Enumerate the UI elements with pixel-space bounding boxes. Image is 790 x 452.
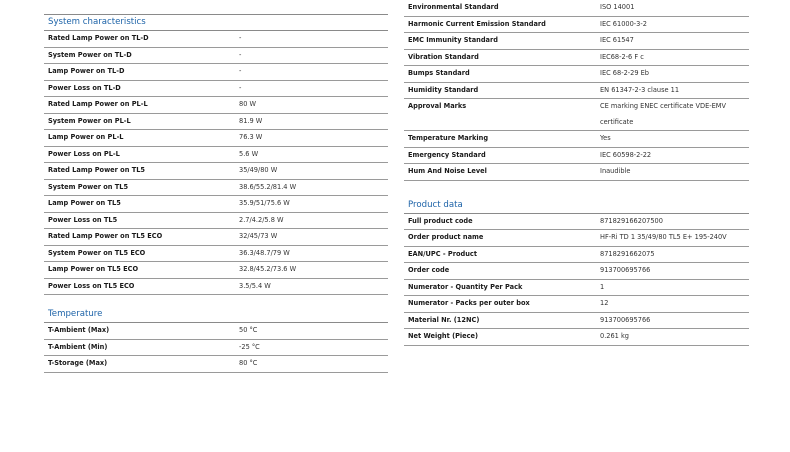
row-value: 76.3 W xyxy=(239,133,263,141)
row-value: 5.6 W xyxy=(239,149,259,158)
table-row xyxy=(44,196,388,213)
table-row xyxy=(404,33,749,50)
table-row xyxy=(404,0,749,17)
row-value: IEC68-2-6 F c xyxy=(600,52,644,61)
row-label: Full product code xyxy=(408,216,473,225)
row-value: Inaudible xyxy=(600,167,631,175)
table-row xyxy=(44,340,388,357)
row-label: Approval Marks xyxy=(408,102,467,110)
row-value: 0.261 kg xyxy=(600,332,629,340)
row-label: System Power on TL-D xyxy=(48,50,132,59)
table-row xyxy=(44,97,388,114)
row-label: T-Ambient (Min) xyxy=(48,342,108,351)
table-row xyxy=(44,31,388,48)
row-value: 35/49/80 W xyxy=(239,166,278,174)
table-row xyxy=(44,323,388,340)
row-label: Humidity Standard xyxy=(408,85,479,94)
table-row xyxy=(404,214,749,231)
product-data-table xyxy=(404,214,749,346)
table-row xyxy=(404,263,749,280)
row-label: Environmental Standard xyxy=(408,3,499,11)
row-value: 32/45/73 W xyxy=(239,232,278,240)
row-label: Rated Lamp Power on TL5 ECO xyxy=(48,232,163,240)
row-value: - xyxy=(239,50,242,59)
row-value: 2.7/4.2/5.8 W xyxy=(239,215,284,224)
row-label: Power Loss on TL5 xyxy=(48,215,118,224)
row-label: Lamp Power on TL5 xyxy=(48,199,121,207)
row-label: Material Nr. (12NC) xyxy=(408,315,480,324)
row-label: System Power on PL-L xyxy=(48,116,131,125)
row-label: Vibration Standard xyxy=(408,52,479,61)
row-label: EMC Immunity Standard xyxy=(408,36,498,44)
table-row xyxy=(44,81,388,98)
right-column xyxy=(404,0,749,346)
row-label: T-Storage (Max) xyxy=(48,359,108,367)
table-row xyxy=(404,99,749,131)
table-row xyxy=(404,17,749,34)
row-value: 871829166207500 xyxy=(600,216,663,225)
table-row xyxy=(404,164,749,181)
standards-table xyxy=(404,0,749,181)
table-row xyxy=(404,50,749,67)
row-value: 80 °C xyxy=(239,359,258,367)
table-row xyxy=(404,329,749,346)
row-label: Power Loss on TL-D xyxy=(48,83,121,92)
row-label: Net Weight (Piece) xyxy=(408,332,479,340)
table-row xyxy=(44,356,388,373)
row-value: - xyxy=(239,67,242,75)
row-value: CE marking ENEC certificate VDE-EMV certificate xyxy=(600,102,726,126)
section-title-temperature: Temperature xyxy=(44,307,388,323)
table-row xyxy=(44,229,388,246)
row-label: Numerator - Packs per outer box xyxy=(408,299,530,307)
row-value: 913700695766 xyxy=(600,266,651,274)
row-label: EAN/UPC - Product xyxy=(408,249,477,258)
row-value: 8718291662075 xyxy=(600,249,655,258)
row-label: Emergency Standard xyxy=(408,150,486,159)
section-title-product-data: Product data xyxy=(404,198,749,214)
table-row xyxy=(404,131,749,148)
table-row xyxy=(44,147,388,164)
row-value: ISO 14001 xyxy=(600,3,635,11)
table-row xyxy=(44,262,388,279)
row-value: 1 xyxy=(600,282,605,291)
row-value: 36.3/48.7/79 W xyxy=(239,248,290,257)
row-value: 80 W xyxy=(239,100,257,108)
row-label: System Power on TL5 ECO xyxy=(48,248,146,257)
section-gap xyxy=(44,295,388,307)
row-label: Rated Lamp Power on PL-L xyxy=(48,100,148,108)
system-characteristics-table xyxy=(44,31,388,295)
row-value: 81.9 W xyxy=(239,116,263,125)
row-label: Hum And Noise Level xyxy=(408,167,487,175)
row-value: Yes xyxy=(600,134,611,142)
table-row xyxy=(44,130,388,147)
table-row xyxy=(404,247,749,264)
section-gap xyxy=(404,181,749,198)
table-row xyxy=(404,230,749,247)
row-label: Lamp Power on TL-D xyxy=(48,67,125,75)
row-value: HF-Ri TD 1 35/49/80 TL5 E+ 195-240V xyxy=(600,233,727,241)
row-label: Rated Lamp Power on TL-D xyxy=(48,34,149,42)
row-label: Numerator - Quantity Per Pack xyxy=(408,282,523,291)
row-value: IEC 61000-3-2 xyxy=(600,19,647,28)
row-value: - xyxy=(239,83,242,92)
row-label: System Power on TL5 xyxy=(48,182,129,191)
table-row xyxy=(44,114,388,131)
row-label: Lamp Power on PL-L xyxy=(48,133,124,141)
table-row xyxy=(44,246,388,263)
row-label: Power Loss on PL-L xyxy=(48,149,120,158)
left-column xyxy=(44,14,388,373)
table-row xyxy=(404,280,749,297)
row-value: EN 61347-2-3 clause 11 xyxy=(600,85,680,94)
row-value: 32.8/45.2/73.6 W xyxy=(239,265,297,273)
row-label: T-Ambient (Max) xyxy=(48,326,110,334)
row-value: -25 °C xyxy=(239,342,260,351)
table-row xyxy=(44,163,388,180)
row-value: IEC 68-2-29 Eb xyxy=(600,69,649,77)
table-row xyxy=(404,83,749,100)
row-label: Temperature Marking xyxy=(408,134,489,142)
section-title-system-characteristics: System characteristics xyxy=(44,15,388,31)
row-value: 12 xyxy=(600,299,609,307)
row-label: Harmonic Current Emission Standard xyxy=(408,19,546,28)
row-value: 50 °C xyxy=(239,326,258,334)
table-row xyxy=(44,213,388,230)
row-label: Order code xyxy=(408,266,450,274)
table-row xyxy=(404,148,749,165)
row-value: 38.6/55.2/81.4 W xyxy=(239,182,297,191)
temperature-table xyxy=(44,323,388,373)
row-value: - xyxy=(239,34,242,42)
row-label: Lamp Power on TL5 ECO xyxy=(48,265,139,273)
row-label: Bumps Standard xyxy=(408,69,470,77)
row-value: 3.5/5.4 W xyxy=(239,281,271,290)
table-row xyxy=(44,48,388,65)
table-row xyxy=(404,66,749,83)
table-row xyxy=(44,180,388,197)
table-row xyxy=(44,279,388,296)
row-label: Rated Lamp Power on TL5 xyxy=(48,166,145,174)
table-row xyxy=(44,64,388,81)
row-value: IEC 61547 xyxy=(600,36,634,44)
row-value: 35.9/51/75.6 W xyxy=(239,199,290,207)
table-row xyxy=(404,296,749,313)
row-label: Order product name xyxy=(408,233,484,241)
row-value: IEC 60598-2-22 xyxy=(600,150,652,159)
row-value: 913700695766 xyxy=(600,315,651,324)
table-row xyxy=(404,313,749,330)
row-label: Power Loss on TL5 ECO xyxy=(48,281,135,290)
